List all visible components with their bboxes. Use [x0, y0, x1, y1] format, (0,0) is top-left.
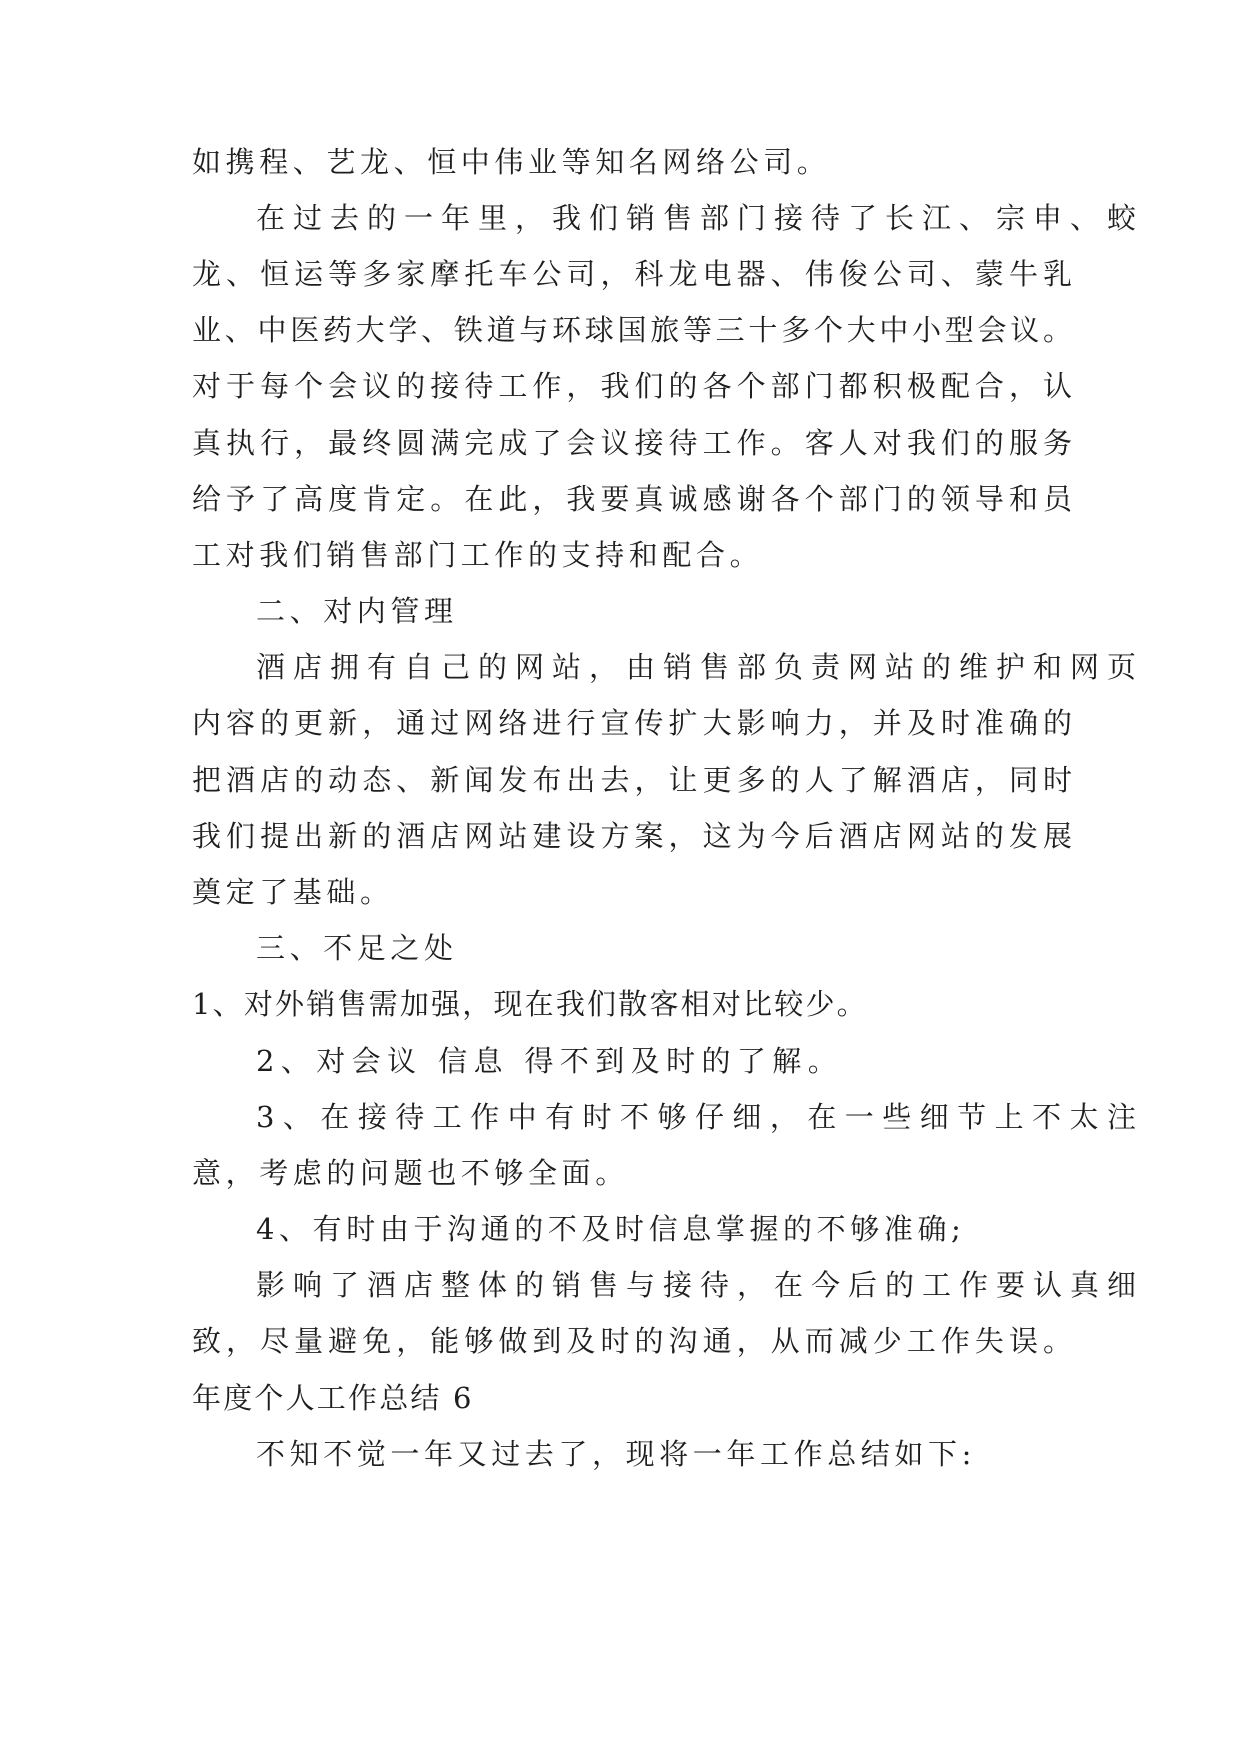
paragraph-line: 龙、恒运等多家摩托车公司，科龙电器、伟俊公司、蒙牛乳: [192, 257, 1072, 291]
paragraph-line: 把酒店的动态、新闻发布出去，让更多的人了解酒店，同时: [192, 763, 1072, 797]
paragraph-line: 我们提出新的酒店网站建设方案，这为今后酒店网站的发展: [192, 819, 1072, 853]
paragraph-line: 奠定了基础。: [192, 875, 394, 909]
paragraph-line: 内容的更新，通过网络进行宣传扩大影响力，并及时准确的: [192, 706, 1072, 740]
list-item: 2、对会议 信息 得不到及时的了解。: [256, 1044, 844, 1078]
paragraph-line: 酒店拥有自己的网站，由销售部负责网站的维护和网页: [256, 650, 1136, 684]
paragraph-line: 真执行，最终圆满完成了会议接待工作。客人对我们的服务: [192, 426, 1072, 460]
paragraph-line: 致，尽量避免，能够做到及时的沟通，从而减少工作失误。: [192, 1324, 1072, 1358]
list-item-continuation: 意，考虑的问题也不够全面。: [192, 1156, 629, 1190]
section-heading: 二、对内管理: [256, 594, 458, 628]
paragraph-line: 工对我们销售部门工作的支持和配合。: [192, 538, 764, 572]
paragraph-line: 给予了高度肯定。在此，我要真诚感谢各个部门的领导和员: [192, 482, 1072, 516]
paragraph-line: 如携程、艺龙、恒中伟业等知名网络公司。: [192, 145, 831, 179]
paragraph-line: 对于每个会议的接待工作，我们的各个部门都积极配合，认: [192, 369, 1072, 403]
paragraph-line: 影响了酒店整体的销售与接待，在今后的工作要认真细: [256, 1268, 1136, 1302]
list-item: 1、对外销售需加强，现在我们散客相对比较少。: [192, 987, 868, 1021]
paragraph-line: 业、中医药大学、铁道与环球国旅等三十多个大中小型会议。: [192, 313, 1072, 347]
list-item: 4、有时由于沟通的不及时信息掌握的不够准确;: [256, 1212, 966, 1246]
section-heading: 三、不足之处: [256, 931, 458, 965]
paragraph-line: 不知不觉一年又过去了，现将一年工作总结如下:: [256, 1437, 976, 1471]
section-title: 年度个人工作总结 6: [192, 1381, 474, 1415]
list-item: 3、在接待工作中有时不够仔细，在一些细节上不太注: [256, 1100, 1136, 1134]
paragraph-line: 在过去的一年里，我们销售部门接待了长江、宗申、蛟: [256, 201, 1136, 235]
